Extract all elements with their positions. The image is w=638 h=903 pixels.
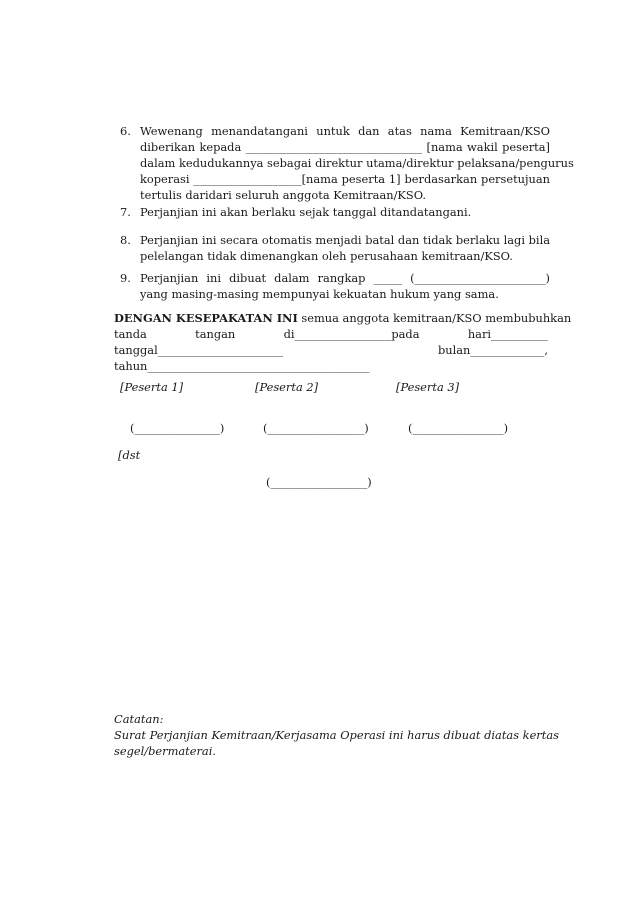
note-line-1: Surat Perjanjian Kemitraan/Kerjasama Operasi ini harus dibuat diatas kertas (114, 728, 559, 742)
agreement-year-blank: tahun_______________________________________ (114, 359, 370, 373)
dst-label: [dst (118, 448, 141, 462)
clause-text (140, 232, 550, 264)
clause-line: Perjanjian ini dibuat dalam rangkap _____ (_______________________) (140, 271, 550, 285)
agreement-line-1-rest: semua anggota kemitraan/KSO membubuhkan (301, 311, 572, 325)
agreement-bold-lead: DENGAN KESEPAKATAN INI (114, 311, 298, 325)
signatory-label-2: [Peserta 2] (255, 380, 319, 394)
clause-line: Wewenang menandatangani untuk dan atas nama Kemitraan/KSO (140, 124, 550, 138)
signature-blank-2: (_________________) (263, 421, 369, 435)
clause-line: tertulis daridari seluruh anggota Kemitraan/KSO. (140, 188, 427, 202)
clause-line: diberikan kepada _______________________________ [nama wakil peserta] (140, 140, 550, 154)
agreement-line-3 (114, 342, 548, 358)
clause-text (140, 270, 550, 302)
agreement-line-1 (114, 310, 572, 326)
note-block (114, 711, 559, 759)
clause-line: Perjanjian ini akan berlaku sejak tanggal ditandatangani. (140, 205, 472, 219)
signature-blank-4: (_________________) (266, 475, 372, 489)
clause-6 (120, 123, 574, 203)
clause-number: 8. (120, 233, 131, 247)
clause-text (140, 204, 550, 220)
agreement-month-blank: bulan_____________, (437, 343, 548, 357)
clause-line: Perjanjian ini secara otomatis menjadi batal dan tidak berlaku lagi bila (140, 233, 550, 247)
agreement-date-blank: tanggal______________________ (114, 343, 284, 357)
clause-line: dalam kedudukannya sebagai direktur utama/direktur pelaksana/pengurus (140, 156, 574, 170)
note-line-2: segel/bermaterai. (114, 744, 216, 758)
note-title: Catatan: (114, 712, 164, 726)
clause-line: pelelangan tidak dimenangkan oleh perusahaan kemitraan/KSO. (140, 249, 513, 263)
agreement-paragraph (114, 310, 572, 374)
clause-line: yang masing-masing mempunyai kekuatan hukum yang sama. (140, 287, 499, 301)
clause-text (140, 123, 574, 203)
clause-7 (120, 204, 550, 220)
signatory-label-1: [Peserta 1] (120, 380, 184, 394)
clause-number: 9. (120, 271, 131, 285)
clause-number: 7. (120, 205, 131, 219)
agreement-line-2: tanda tangan di_________________pada hari__________ (114, 327, 548, 341)
clause-9 (120, 270, 550, 302)
signature-blank-3: (________________) (408, 421, 509, 435)
signature-blank-1: (_______________) (130, 421, 225, 435)
signatory-label-3: [Peserta 3] (396, 380, 460, 394)
clause-line: koperasi ___________________[nama peserta 1] berdasarkan persetujuan (140, 172, 550, 186)
clause-8 (120, 232, 550, 264)
clause-number: 6. (120, 124, 131, 138)
